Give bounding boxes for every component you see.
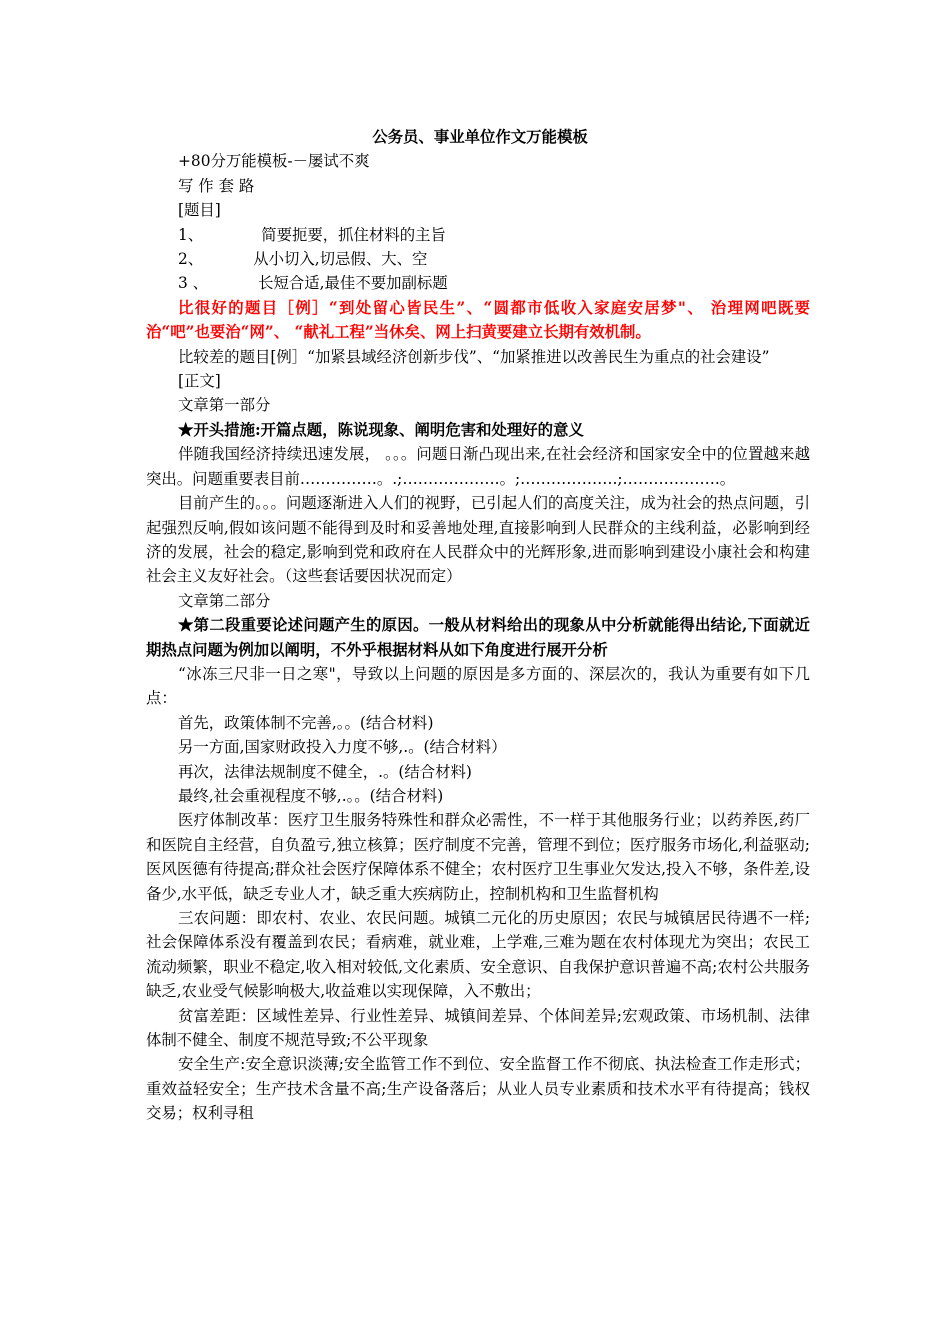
- good-title-examples: 比很好的题目［例］“到处留心皆民生”、“圆都市低收入家庭安居梦"、 治理网吧既要治“吧”也要治“网”、 “献礼工程”当休矣、网上扫黄要建立长期有效机制。: [146, 298, 810, 342]
- part-one-method: ★开头措施:开篇点题，陈说现象、阐明危害和处理好的意义: [178, 420, 584, 439]
- cause-point: 最终,社会重视程度不够,.。。(结合材料): [178, 786, 444, 805]
- list-item-text: 长短合适,最佳不要加副标题: [258, 274, 448, 293]
- list-item-number: 2、: [178, 250, 204, 269]
- list-item-number: 3 、: [178, 274, 209, 293]
- part-two-method: ★第二段重要论述问题产生的原因。一般从材料给出的现象从中分析就能得出结论,下面就近期热点问题为例加以阐明，不外乎根据材料从如下角度进行展开分析: [146, 616, 810, 659]
- part-two-heading: 文章第二部分: [178, 591, 271, 610]
- list-item: [146, 271, 810, 295]
- paragraph-sannong: 三农问题：即农村、农业、农民问题。城镇二元化的历史原因；农民与城镇居民待遇不一样;社会保障体系没有覆盖到农民；看病难，就业难，上学难,三难为题在农村体现尤为突出；农民工流动频繁，职业不稳定,收入相对较低,文化素质、安全意识、自我保护意识普遍不高;农村公共服务缺乏,农业受气候影响极大,收益难以实现保障，入不敷出；: [146, 909, 810, 1001]
- list-item-text: 从小切入,切忌假、大、空: [253, 250, 428, 269]
- document-title: 公务员、事业单位作文万能模板: [372, 128, 588, 146]
- paragraph-medical-reform: 医疗体制改革：医疗卫生服务特殊性和群众必需性，不一样于其他服务行业；以药养医,药厂和医院自主经营，自负盈亏,独立核算；医疗制度不完善，管理不到位；医疗服务市场化,利益驱动;医风医德有待提高;群众社会医疗保障体系不健全；农村医疗卫生事业欠发达,投入不够，条件差,设备少,水平低，缺乏专业人才，缺乏重大疾病防止，控制机构和卫生监督机构: [146, 811, 810, 903]
- document-body: [146, 125, 810, 1126]
- list-item: [146, 247, 810, 271]
- paragraph-wealth-gap: 贫富差距：区域性差异、行业性差异、城镇间差异、个体间差异;宏观政策、市场机制、法律体制不健全、制度不规范导致;不公平现象: [146, 1006, 810, 1050]
- paragraph-development: 伴随我国经济持续迅速发展， 。。。问题日渐凸现出来,在社会经济和国家安全中的位置越来越突出。问题重要表目前……………。.;……………….。;……………….;……………….。: [146, 445, 810, 488]
- bad-title-examples: 比较差的题目[例］“加紧县域经济创新步伐”、“加紧推进以改善民生为重点的社会建设”: [178, 347, 770, 366]
- paragraph-causes: “冰冻三尺非一日之寒"，导致以上问题的原因是多方面的、深层次的，我认为重要有如下几点：: [146, 664, 810, 708]
- list-item-number: 1、: [178, 225, 204, 244]
- list-item-text: 简要扼要，抓住材料的主旨: [261, 225, 446, 244]
- cause-point: 首先，政策体制不完善,。。(结合材料): [178, 713, 434, 732]
- paragraph-current-problem: 目前产生的。。。问题逐渐进入人们的视野，已引起人们的高度关注，成为社会的热点问题，引起强烈反响,假如该问题不能得到及时和妥善地处理,直接影响到人民群众的主线利益，必影响到经济的发展，社会的稳定,影响到党和政府在人民群众中的光辉形象,进而影响到建设小康社会和构建社会主义友好社会。（这些套话要因状况而定）: [146, 494, 810, 586]
- title-section-tag: [题目]: [178, 201, 221, 220]
- writing-method-line: 写 作 套 路: [178, 176, 255, 195]
- list-item: [146, 223, 810, 247]
- paragraph-safety: 安全生产:安全意识淡薄;安全监管工作不到位、安全监督工作不彻底、执法检查工作走形式；重效益轻安全；生产技术含量不高;生产设备落后；从业人员专业素质和技术水平有待提高；钱权交易；权利寻租: [146, 1055, 810, 1123]
- cause-point: 再次，法律法规制度不健全，.。(结合材料): [178, 762, 472, 781]
- subtitle-line: +80分万能模板-－屡试不爽: [178, 152, 370, 171]
- part-one-heading: 文章第一部分: [178, 396, 271, 415]
- cause-point: 另一方面,国家财政投入力度不够,.。(结合材料）: [178, 738, 507, 757]
- body-section-tag: [正文]: [178, 372, 221, 391]
